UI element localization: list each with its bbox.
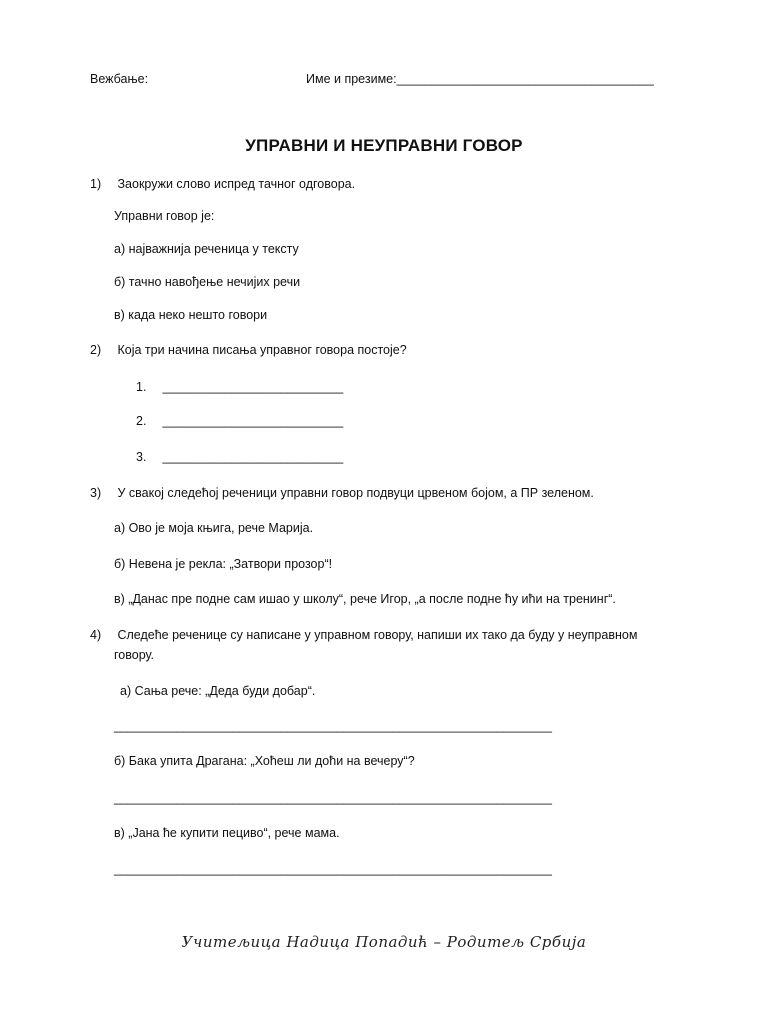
question-number: 3): [90, 486, 102, 500]
question-4: [90, 628, 637, 642]
answer-option: б) тачно навођење нечијих речи: [114, 275, 301, 289]
footer-author: Учитељица Надица Попадић – Родитељ Србија: [181, 933, 587, 951]
question-3: [90, 486, 594, 500]
answer-line: __________________________: [162, 414, 344, 428]
question-2: [90, 343, 407, 357]
answer-line: _______________________________________________________________: [114, 719, 552, 733]
sentence-item: б) Бака упита Драгана: „Хоћеш ли доћи на вечеру“?: [114, 754, 415, 768]
answer-option: в) када неко нешто говори: [114, 308, 268, 322]
question-text: У свакој следећој реченици управни говор подвуци црвеном бојом, а ПР зеленом.: [117, 486, 594, 500]
question-1: [90, 177, 355, 191]
sentence-item: а) Ово је моја књига, рече Марија.: [114, 521, 314, 535]
question-number: 1): [90, 177, 102, 191]
sentence-item: а) Сања рече: „Деда буди добар“.: [120, 684, 316, 698]
question-text: Заокружи слово испред тачног одговора.: [117, 177, 356, 191]
list-number: 3.: [136, 450, 147, 464]
question-text: Следеће реченице су написане у управном говору, напиши их тако да буду у неуправном: [117, 628, 638, 642]
list-item: [136, 450, 343, 464]
sentence-item: б) Невена је рекла: „Затвори прозор“!: [114, 557, 333, 571]
question-text: Која три начина писања управног говора постоје?: [117, 343, 407, 357]
sentence-item: в) „Данас пре подне сам ишао у школу“, рече Игор, „а после подне ћу ићи на тренинг“.: [114, 592, 616, 606]
answer-line: __________________________: [162, 380, 344, 394]
question-number: 2): [90, 343, 102, 357]
answer-line: _______________________________________________________________: [114, 791, 552, 805]
exercise-label: Вежбање:: [90, 72, 149, 86]
page-title: УПРАВНИ И НЕУПРАВНИ ГОВОР: [245, 136, 523, 155]
list-item: [136, 414, 343, 428]
answer-line: __________________________: [162, 450, 344, 464]
answer-option: а) најважнија реченица у тексту: [114, 242, 299, 256]
question-number: 4): [90, 628, 102, 642]
list-number: 1.: [136, 380, 147, 394]
name-field-label: Име и презиме:_____________________________________: [306, 72, 654, 86]
question-1-subtitle: Управни говор је:: [114, 209, 215, 223]
sentence-item: в) „Јана ће купити пециво“, рече мама.: [114, 826, 340, 840]
question-text-continued: говору.: [114, 648, 154, 662]
answer-line: _______________________________________________________________: [114, 862, 552, 876]
list-number: 2.: [136, 414, 147, 428]
list-item: [136, 380, 343, 394]
